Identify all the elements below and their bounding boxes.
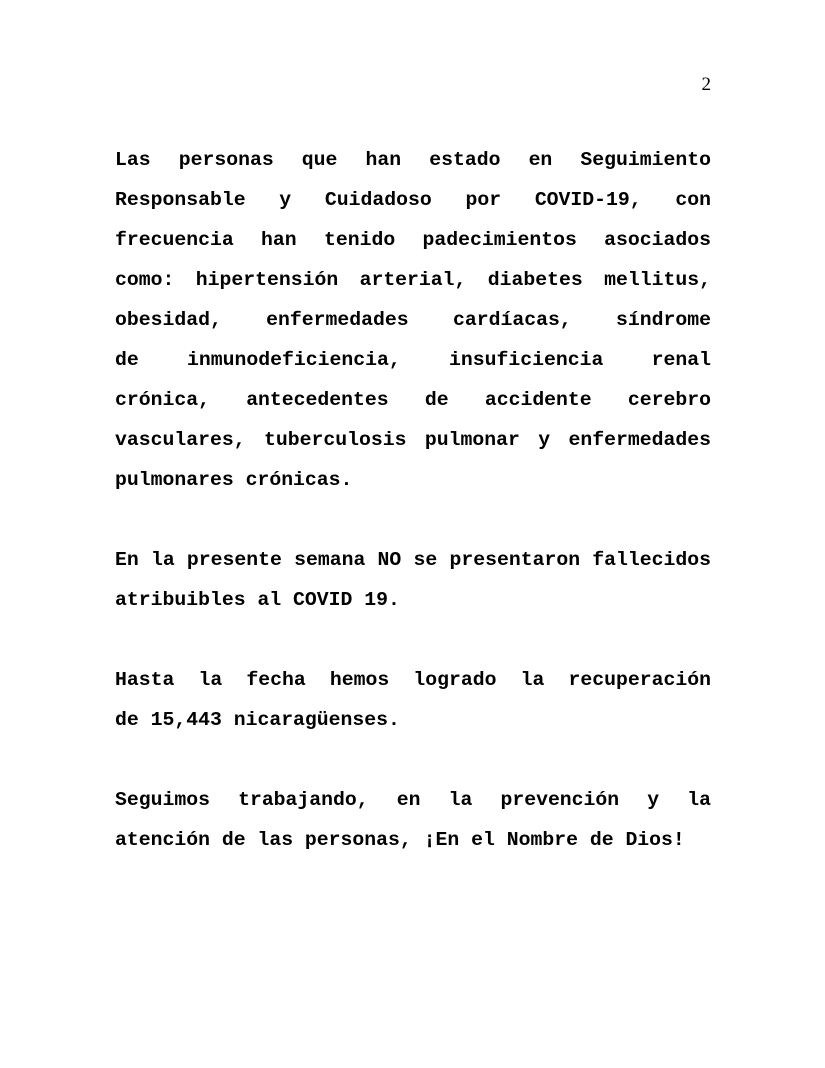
text-line: frecuencia han tenido padecimientos asociados: [115, 229, 711, 251]
page-number: 2: [701, 74, 711, 95]
paragraph-3: [115, 660, 711, 740]
paragraph-2: [115, 540, 711, 620]
paragraph-1: [115, 140, 711, 500]
text-line: de 15,443 nicaragüenses.: [115, 709, 400, 731]
text-line: Responsable y Cuidadoso por COVID-19, con: [115, 189, 711, 211]
text-line: En la presente semana NO se presentaron fallecidos: [115, 549, 711, 571]
text-line: como: hipertensión arterial, diabetes mellitus,: [115, 269, 711, 291]
text-line: Hasta la fecha hemos logrado la recuperación: [115, 669, 711, 691]
text-line: obesidad, enfermedades cardíacas, síndrome: [115, 309, 711, 331]
text-line: atención de las personas, ¡En el Nombre de Dios!: [115, 829, 685, 851]
document-body: [115, 140, 711, 900]
text-line: vasculares, tuberculosis pulmonar y enfermedades: [115, 429, 711, 451]
text-line: atribuibles al COVID 19.: [115, 589, 400, 611]
text-line: Seguimos trabajando, en la prevención y la: [115, 789, 711, 811]
text-line: pulmonares crónicas.: [115, 469, 353, 491]
text-line: crónica, antecedentes de accidente cerebro: [115, 389, 711, 411]
text-line: de inmunodeficiencia, insuficiencia renal: [115, 349, 711, 371]
text-line: Las personas que han estado en Seguimiento: [115, 149, 711, 171]
paragraph-4: [115, 780, 711, 860]
